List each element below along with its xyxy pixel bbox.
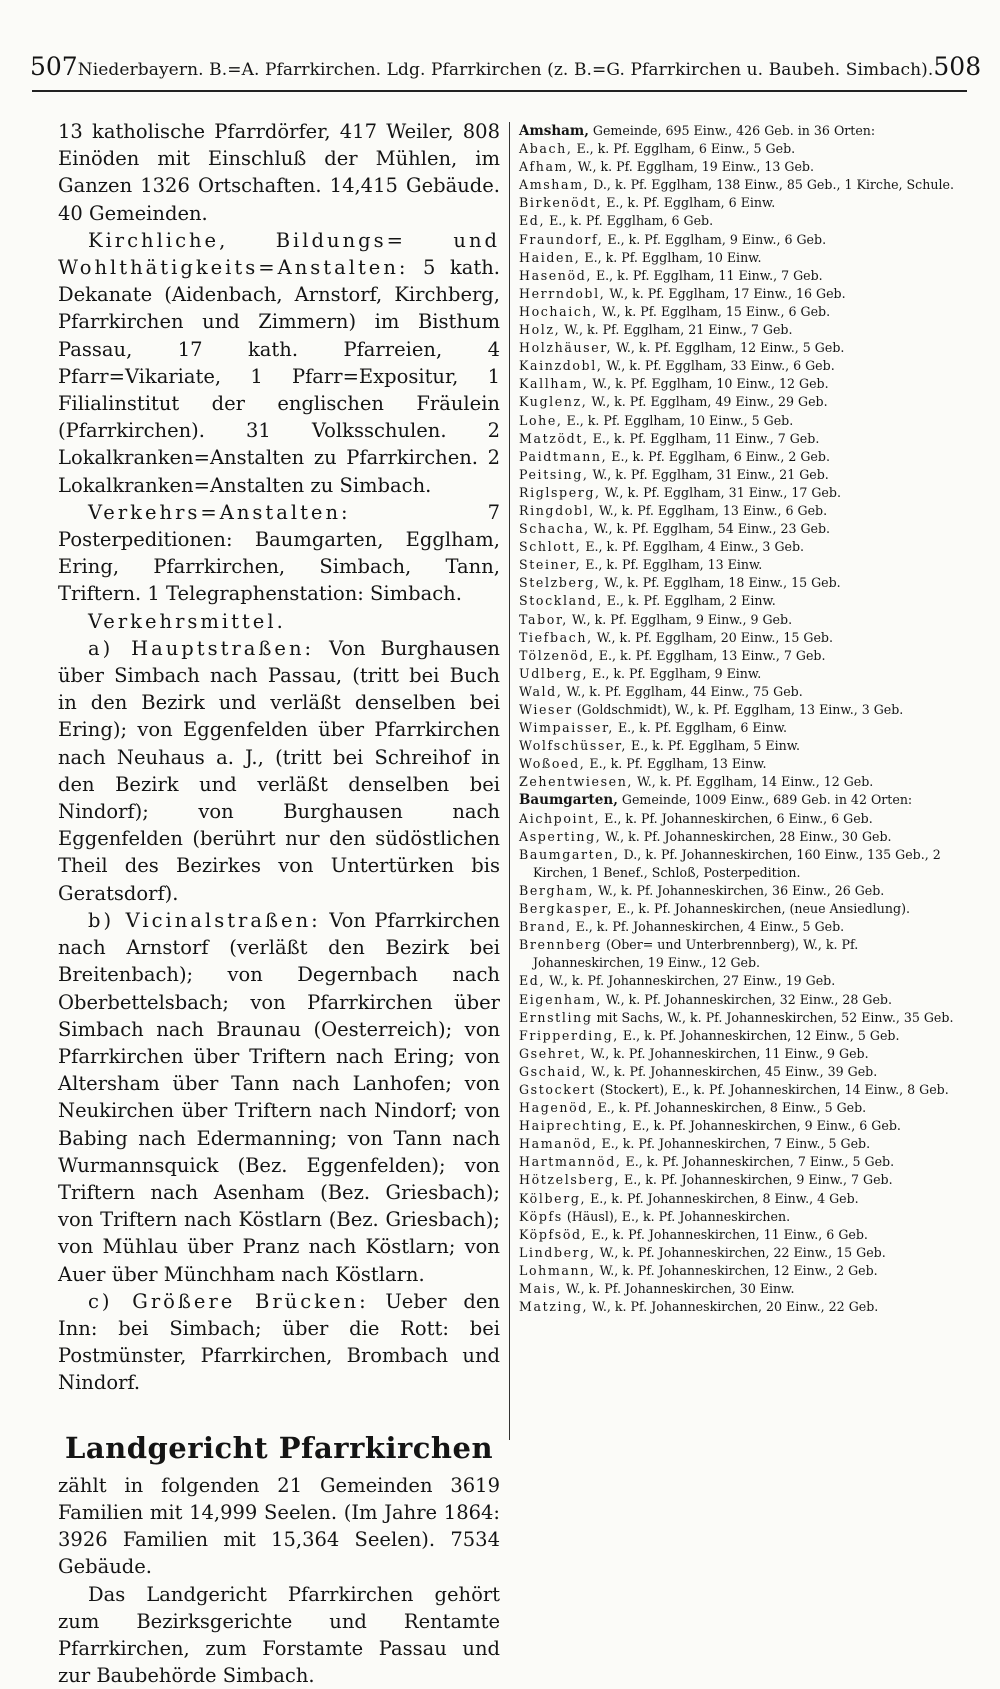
place-entry xyxy=(519,882,959,900)
place-name: Matzing, xyxy=(519,1299,589,1315)
place-entry xyxy=(519,375,959,393)
place-details: W., k. Pf. Egglham, 49 Einw., 29 Geb. xyxy=(591,394,828,410)
gemeinde-info: Gemeinde, 1009 Einw., 689 Geb. in 42 Orten: xyxy=(621,792,913,808)
place-details: E., k. Pf. Johanneskirchen, 8 Einw., 4 Geb. xyxy=(590,1190,859,1206)
section-text: Ueber den Inn: bei Simbach; über die Rott: bei Postmünster, Pfarrkirchen, Brombach und Nindorf. xyxy=(58,1289,500,1395)
place-entry xyxy=(519,1009,959,1027)
section-heading: Verkehrs=Anstalten: xyxy=(88,500,351,524)
section-heading: Kirchliche, Bildungs= und Wohlthätigkeits=Anstalten: xyxy=(58,228,500,280)
place-details: E., k. Pf. Egglham, 2 Einw. xyxy=(606,593,776,609)
place-entry xyxy=(519,176,959,194)
place-details: E., k. Pf. Johanneskirchen, 8 Einw., 5 Geb. xyxy=(597,1100,867,1116)
place-details: (Ober= und Unterbrennberg), W., k. Pf. Johanneskirchen, 19 Einw., 12 Geb. xyxy=(533,937,859,971)
place-details: E., k. Pf. Egglham, 11 Einw., 7 Geb. xyxy=(595,267,823,283)
place-entry xyxy=(519,936,959,972)
place-details: E., k. Pf. Johanneskirchen, (neue Ansiedlung). xyxy=(617,901,910,917)
place-details: W., k. Pf. Egglham, 54 Einw., 23 Geb. xyxy=(593,521,831,537)
place-details: E., k. Pf. Johanneskirchen, 12 Einw., 5 Geb. xyxy=(622,1027,900,1043)
place-entry xyxy=(519,991,959,1009)
place-entry xyxy=(519,1280,959,1298)
place-entry xyxy=(519,737,959,755)
place-details: W., k. Pf. Johanneskirchen, 12 Einw., 2 Geb. xyxy=(599,1262,878,1278)
place-name: Hochaich, xyxy=(519,303,598,319)
place-name: Wald, xyxy=(519,683,563,699)
place-details: W., k. Pf. Johanneskirchen, 32 Einw., 28 Geb. xyxy=(605,991,892,1007)
intro-paragraph: 13 katholische Pfarrdörfer, 417 Weiler, 808 Einöden mit Einschluß der Mühlen, im Ganzen 1326 Ortschaften. 14,415 Gebäude. 40 Gemeinden. xyxy=(58,120,500,225)
place-name: Matzödt, xyxy=(519,430,589,446)
place-details: (Häusl), E., k. Pf. Johanneskirchen. xyxy=(566,1208,791,1224)
place-name: Holzhäuser, xyxy=(519,340,613,356)
place-entry xyxy=(519,484,959,502)
place-name: Woßoed, xyxy=(519,756,586,772)
place-entry xyxy=(519,900,959,918)
place-details: W., k. Pf. Egglham, 44 Einw., 75 Geb. xyxy=(566,683,803,699)
right-column xyxy=(519,122,959,1316)
place-details: E., k. Pf. Egglham, 6 Geb. xyxy=(549,213,714,229)
place-entry xyxy=(519,285,959,303)
place-name: Afham, xyxy=(519,159,574,175)
place-details: W., k. Pf. Egglham, 9 Einw., 9 Geb. xyxy=(571,611,793,627)
place-details: W., k. Pf. Johanneskirchen, 36 Einw., 26 Geb. xyxy=(598,882,885,898)
place-details: W., k. Pf. Egglham, 19 Einw., 13 Geb. xyxy=(577,159,814,175)
place-name: Ed, xyxy=(519,213,546,229)
place-details: E., k. Pf. Egglham, 5 Einw. xyxy=(630,738,801,754)
place-name: Tiefbach, xyxy=(519,629,593,645)
gemeinde-name: Baumgarten, xyxy=(519,792,618,809)
place-entry xyxy=(519,592,959,610)
place-entry xyxy=(519,1117,959,1135)
place-entry xyxy=(519,828,959,846)
place-name: Tölzenöd, xyxy=(519,647,595,663)
place-name: Bergham, xyxy=(519,882,595,898)
page-header xyxy=(30,52,982,92)
gemeinde-name: Amsham, xyxy=(519,123,589,139)
place-name: Wolfschüsser, xyxy=(519,738,627,754)
place-name: Stelzberg, xyxy=(519,575,601,591)
section-heading: b) Vicinalstraßen: xyxy=(88,908,321,932)
place-name: Gstockert xyxy=(519,1081,596,1097)
place-entry xyxy=(519,158,959,176)
place-details: W., k. Pf. Johanneskirchen, 30 Einw. xyxy=(565,1281,795,1296)
place-details: W., k. Pf. Johanneskirchen, 28 Einw., 30 Geb. xyxy=(605,828,892,844)
column-divider xyxy=(509,122,510,1440)
place-entry xyxy=(519,448,959,466)
place-entry xyxy=(519,629,959,647)
place-entry xyxy=(519,1244,959,1262)
place-details: E., k. Pf. Johanneskirchen, 7 Einw., 5 Geb. xyxy=(601,1136,871,1152)
place-entry xyxy=(519,1208,959,1226)
place-name: Kallham, xyxy=(519,376,589,392)
place-entry xyxy=(519,339,959,357)
place-details: D., k. Pf. Egglham, 138 Einw., 85 Geb., 1 Kirche, Schule. xyxy=(593,177,954,193)
place-entry xyxy=(519,755,959,773)
gemeinde-heading xyxy=(519,122,959,140)
place-entry xyxy=(519,140,959,158)
place-details: W., k. Pf. Johanneskirchen, 11 Einw., 9 Geb. xyxy=(590,1045,869,1061)
place-name: Eigenham, xyxy=(519,991,602,1007)
place-name: Udlberg, xyxy=(519,665,589,681)
place-name: Lohe, xyxy=(519,412,563,428)
place-entry xyxy=(519,846,959,882)
page-number-right: 508 xyxy=(933,52,982,81)
place-entry xyxy=(519,1099,959,1117)
place-details: W., k. Pf. Johanneskirchen, 27 Einw., 19 Geb. xyxy=(549,973,836,989)
place-details: W., k. Pf. Egglham, 12 Einw., 5 Geb. xyxy=(616,340,845,356)
place-name: Haiprechting, xyxy=(519,1118,629,1134)
landgericht-paragraph-2: Das Landgericht Pfarrkirchen gehört zum Bezirksgerichte und Rentamte Pfarrkirchen, zum Forstamte Passau und zur Baubehörde Simbach. xyxy=(58,1582,500,1688)
place-entry xyxy=(519,1171,959,1189)
place-details: W., k. Pf. Egglham, 18 Einw., 15 Geb. xyxy=(604,575,841,591)
place-name: Amsham, xyxy=(519,177,590,193)
place-entry xyxy=(519,520,959,538)
place-details: E., k. Pf. Egglham, 11 Einw., 7 Geb. xyxy=(592,430,820,446)
place-entry xyxy=(519,773,959,791)
place-entry xyxy=(519,194,959,212)
place-details: E., k. Pf. Johanneskirchen, 9 Einw., 6 Geb. xyxy=(632,1118,901,1134)
place-name: Steiner, xyxy=(519,557,582,573)
place-name: Tabor, xyxy=(519,611,568,627)
place-entry xyxy=(519,972,959,990)
place-name: Wimpaisser, xyxy=(519,720,614,736)
place-entry xyxy=(519,556,959,574)
place-entry xyxy=(519,502,959,520)
place-name: Abach, xyxy=(519,141,573,157)
place-entry xyxy=(519,1190,959,1208)
place-name: Hötzelsberg, xyxy=(519,1172,621,1188)
place-details: W., k. Pf. Egglham, 31 Einw., 17 Geb. xyxy=(604,484,841,500)
place-entry xyxy=(519,393,959,411)
place-name: Asperting, xyxy=(519,828,602,844)
place-name: Brennberg xyxy=(519,937,602,953)
hauptstrassen xyxy=(58,635,500,907)
place-name: Gsehret, xyxy=(519,1045,587,1061)
place-details: W., k. Pf. Egglham, 17 Einw., 16 Geb. xyxy=(609,285,846,301)
place-name: Holz, xyxy=(519,322,561,338)
place-entry xyxy=(519,1135,959,1153)
place-entry xyxy=(519,412,959,430)
place-entry xyxy=(519,1153,959,1171)
place-name: Kuglenz, xyxy=(519,394,588,410)
place-entry xyxy=(519,665,959,683)
place-details: E., k. Pf. Johanneskirchen, 6 Einw., 6 Geb. xyxy=(604,810,873,826)
place-details: E., k. Pf. Johanneskirchen, 9 Einw., 7 Geb. xyxy=(624,1172,893,1188)
place-name: Gschaid, xyxy=(519,1063,588,1079)
place-name: Köpfsöd, xyxy=(519,1226,588,1242)
place-details: E., k. Pf. Egglham, 6 Einw. xyxy=(617,720,788,736)
place-name: Zehentwiesen, xyxy=(519,774,634,790)
place-details: W., k. Pf. Egglham, 20 Einw., 15 Geb. xyxy=(596,629,833,645)
landgericht-paragraph-1: zählt in folgenden 21 Gemeinden 3619 Familien mit 14,999 Seelen. (Im Jahre 1864: 3926 Familien mit 15,364 Seelen). 7534 Gebäude. xyxy=(58,1473,500,1579)
gemeinde-info: Gemeinde, 695 Einw., 426 Geb. in 36 Orten: xyxy=(592,123,876,138)
place-details: W., k. Pf. Egglham, 21 Einw., 7 Geb. xyxy=(564,322,793,338)
place-details: E., k. Pf. Johanneskirchen, 4 Einw., 5 Geb. xyxy=(575,919,845,935)
place-details: E., k. Pf. Egglham, 4 Einw., 3 Geb. xyxy=(585,539,805,555)
place-entry xyxy=(519,1027,959,1045)
place-name: Hagenöd, xyxy=(519,1100,594,1116)
place-name: Ed, xyxy=(519,973,546,989)
place-entry xyxy=(519,267,959,285)
place-name: Baumgarten, xyxy=(519,846,620,862)
landgericht-title: Landgericht Pfarrkirchen xyxy=(64,1430,494,1465)
place-details: E., k. Pf. Egglham, 13 Einw. xyxy=(589,756,767,772)
place-details: W., k. Pf. Egglham, 31 Einw., 21 Geb. xyxy=(592,466,829,482)
place-name: Hasenöd, xyxy=(519,267,592,283)
place-entry xyxy=(519,430,959,448)
place-name: Birkenödt, xyxy=(519,195,603,211)
place-name: Kainzdobl, xyxy=(519,358,603,374)
place-details: W., k. Pf. Johanneskirchen, 20 Einw., 22 Geb. xyxy=(592,1299,879,1315)
running-title: Niederbayern. B.=A. Pfarrkirchen. Ldg. Pfarrkirchen (z. B.=G. Pfarrkirchen u. Baubeh. Simbach). xyxy=(77,60,934,80)
place-entry xyxy=(519,574,959,592)
place-name: Köpfs xyxy=(519,1208,563,1224)
place-details: W., k. Pf. Egglham, 10 Einw., 12 Geb. xyxy=(592,376,829,392)
place-details: E., k. Pf. Egglham, 10 Einw. xyxy=(584,249,762,265)
section-text: Von Burghausen über Simbach nach Passau, (tritt bei Buch in den Bezirk und verläßt denselben bei Ering); von Eggenfelden über Pfarrkirchen nach Neuhaus a. J., (tritt bei Schreihof in den Bezirk und verläßt denselben bei Nindorf); von Burghausen nach Eggenfelden (berührt nur den südöstlichen Theil des Bezirkes von Untertürken bis Geratsdorf). xyxy=(58,636,500,905)
section-heading: c) Größere Brücken: xyxy=(88,1289,369,1313)
section-text: 5 kath. Dekanate (Aidenbach, Arnstorf, Kirchberg, Pfarrkirchen und Zimmern) im Bisthum Passau, 17 kath. Pfarreien, 4 Pfarr=Vikariate, 1 Pfarr=Expositur, 1 Filialinstitut der englischen Fräulein (Pfarrkirchen). 31 Volksschulen. 2 Lokalkranken=Anstalten zu Pfarrkirchen. 2 Lokalkranken=Anstalten zu Simbach. xyxy=(58,256,500,497)
place-details: E., k. Pf. Johanneskirchen, 11 Einw., 6 Geb. xyxy=(591,1226,868,1242)
place-details: E., k. Pf. Egglham, 9 Einw., 6 Geb. xyxy=(607,231,827,247)
place-details: E., k. Pf. Egglham, 9 Einw. xyxy=(592,665,762,681)
place-name: Hartmannöd, xyxy=(519,1154,622,1170)
place-name: Fripperding, xyxy=(519,1027,619,1043)
place-entry xyxy=(519,303,959,321)
place-name: Lohmann, xyxy=(519,1262,596,1278)
place-entry xyxy=(519,647,959,665)
place-name: Hamanöd, xyxy=(519,1136,598,1152)
place-entry xyxy=(519,1081,959,1099)
header-rule xyxy=(32,90,967,92)
place-details: D., k. Pf. Johanneskirchen, 160 Einw., 135 Geb., 2 Kirchen, 1 Benef., Schloß, Posterpedition. xyxy=(533,846,941,880)
place-entry xyxy=(519,538,959,556)
place-details: W., k. Pf. Johanneskirchen, 22 Einw., 15 Geb. xyxy=(599,1244,886,1260)
place-details: E., k. Pf. Egglham, 13 Einw. xyxy=(585,557,763,573)
place-name: Stockland, xyxy=(519,593,603,609)
place-name: Herrndobl, xyxy=(519,285,606,301)
place-details: W., k. Pf. Egglham, 14 Einw., 12 Geb. xyxy=(637,774,874,790)
place-name: Bergkasper, xyxy=(519,901,614,917)
place-details: (Goldschmidt), W., k. Pf. Egglham, 13 Einw., 3 Geb. xyxy=(576,702,904,717)
place-details: (Stockert), E., k. Pf. Johanneskirchen, 14 Einw., 8 Geb. xyxy=(599,1081,949,1097)
gemeinde-heading xyxy=(519,791,959,809)
place-name: Mais, xyxy=(519,1281,562,1296)
place-entry xyxy=(519,611,959,629)
verkehrsmittel-heading: Verkehrsmittel. xyxy=(88,609,286,633)
place-name: Brand, xyxy=(519,919,572,935)
place-entry xyxy=(519,701,959,719)
left-column xyxy=(58,118,500,1689)
place-entry xyxy=(519,466,959,484)
section-text: 7 Posterpeditionen: Baumgarten, Egglham, Ering, Pfarrkirchen, Simbach, Tann, Triftern. 1 Telegraphenstation: Simbach. xyxy=(58,500,500,606)
place-name: Ernstling xyxy=(519,1009,593,1025)
place-name: Haiden, xyxy=(519,249,581,265)
place-name: Wieser xyxy=(519,702,573,717)
place-details: W., k. Pf. Johanneskirchen, 45 Einw., 39 Geb. xyxy=(591,1063,878,1079)
place-entry xyxy=(519,212,959,230)
place-entry xyxy=(519,918,959,936)
place-name: Schlott, xyxy=(519,539,582,555)
place-name: Fraundorf, xyxy=(519,231,604,247)
place-name: Lindberg, xyxy=(519,1244,596,1260)
place-entry xyxy=(519,1045,959,1063)
place-entry xyxy=(519,683,959,701)
place-details: W., k. Pf. Egglham, 33 Einw., 6 Geb. xyxy=(606,358,835,374)
place-name: Peitsing, xyxy=(519,466,589,482)
section-heading: a) Hauptstraßen: xyxy=(88,636,315,660)
place-details: E., k. Pf. Egglham, 6 Einw. xyxy=(606,195,776,211)
place-entry xyxy=(519,321,959,339)
place-name: Ringdobl, xyxy=(519,502,595,518)
kirchliche-anstalten xyxy=(58,227,500,499)
place-details: W., k. Pf. Egglham, 15 Einw., 6 Geb. xyxy=(601,303,831,319)
groessere-bruecken xyxy=(58,1288,500,1397)
place-name: Aichpoint, xyxy=(519,810,601,826)
place-entry xyxy=(519,357,959,375)
page-number-left: 507 xyxy=(30,52,78,81)
place-name: Paidtmann, xyxy=(519,448,608,464)
place-name: Riglsperg, xyxy=(519,484,601,500)
place-name: Kölberg, xyxy=(519,1190,587,1206)
place-details: E., k. Pf. Johanneskirchen, 7 Einw., 5 Geb. xyxy=(625,1154,895,1170)
place-details: E., k. Pf. Egglham, 6 Einw., 2 Geb. xyxy=(611,448,830,464)
vicinalstrassen xyxy=(58,907,500,1288)
place-entry xyxy=(519,1226,959,1244)
place-details: E., k. Pf. Egglham, 6 Einw., 5 Geb. xyxy=(576,141,796,157)
place-name: Schacha, xyxy=(519,521,590,537)
place-entry xyxy=(519,719,959,737)
place-entry xyxy=(519,810,959,828)
place-entry xyxy=(519,1298,959,1316)
place-entry xyxy=(519,231,959,249)
place-details: E., k. Pf. Egglham, 13 Einw., 7 Geb. xyxy=(598,647,826,663)
place-entry xyxy=(519,249,959,267)
place-entry xyxy=(519,1063,959,1081)
place-details: mit Sachs, W., k. Pf. Johanneskirchen, 52 Einw., 35 Geb. xyxy=(596,1009,954,1025)
section-text: Von Pfarrkirchen nach Arnstorf (verläßt den Bezirk bei Breitenbach); von Degernbach nach Oberbettelsbach; von Pfarrkirchen über Simbach nach Braunau (Oesterreich); von Pfarrkirchen über Triftern nach Ering; von Altersham über Tann nach Lanhofen; von Neukirchen über Triftern nach Nindorf; von Babing nach Edermanning; von Tann nach Wurmannsquick (Bez. Eggenfelden); von Triftern nach Asenham (Bez. Griesbach); von Triftern nach Köstlarn (Bez. Griesbach); von Mühlau über Pranz nach Köstlarn; von Auer über Münchham nach Köstlarn. xyxy=(58,908,500,1286)
place-entry xyxy=(519,1262,959,1280)
place-details: W., k. Pf. Egglham, 13 Einw., 6 Geb. xyxy=(598,502,828,518)
place-details: E., k. Pf. Egglham, 10 Einw., 5 Geb. xyxy=(566,412,794,428)
verkehrs-anstalten xyxy=(58,499,500,608)
